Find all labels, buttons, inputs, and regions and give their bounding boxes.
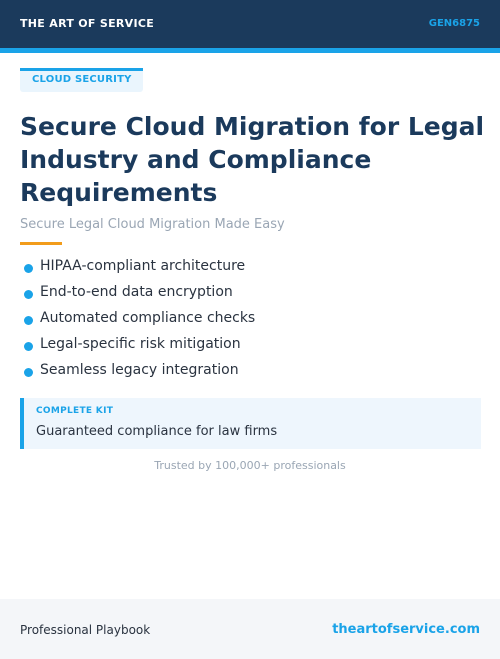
category-tag (20, 68, 143, 92)
feature-item (20, 334, 480, 360)
brand-name: THE ART OF SERVICE (20, 17, 155, 30)
feature-text: HIPAA-compliant architecture (40, 258, 246, 274)
dot-icon (23, 315, 34, 326)
dot-icon (23, 367, 34, 378)
website-link[interactable]: theartofservice.com (332, 622, 480, 637)
header-accent-stripe (0, 48, 500, 53)
footer-label: Professional Playbook (20, 623, 151, 637)
feature-item (20, 256, 480, 282)
dot-icon (23, 341, 34, 352)
dot-icon (23, 289, 34, 300)
feature-text: End-to-end data encryption (40, 284, 233, 300)
complete-kit-text: Guaranteed compliance for law firms (36, 424, 278, 439)
complete-kit-label: COMPLETE KIT (36, 406, 114, 416)
dot-icon (23, 263, 34, 274)
feature-text: Legal-specific risk mitigation (40, 336, 241, 352)
footer (0, 599, 500, 659)
page-title: Secure Cloud Migration for Legal Industry and Compliance Requirements (20, 112, 485, 207)
feature-item (20, 282, 480, 308)
feature-item (20, 360, 480, 386)
feature-item (20, 308, 480, 334)
trusted-by-text: Trusted by 100,000+ professionals (154, 459, 346, 472)
feature-list (20, 256, 480, 386)
feature-text: Automated compliance checks (40, 310, 256, 326)
complete-kit-callout (20, 398, 481, 449)
page-subtitle: Secure Legal Cloud Migration Made Easy (20, 217, 285, 232)
product-code: GEN6875 (428, 18, 480, 29)
category-tag-label: CLOUD SECURITY (32, 74, 132, 85)
header-bar (0, 0, 500, 48)
feature-text: Seamless legacy integration (40, 362, 239, 378)
title-accent-line (20, 242, 62, 245)
